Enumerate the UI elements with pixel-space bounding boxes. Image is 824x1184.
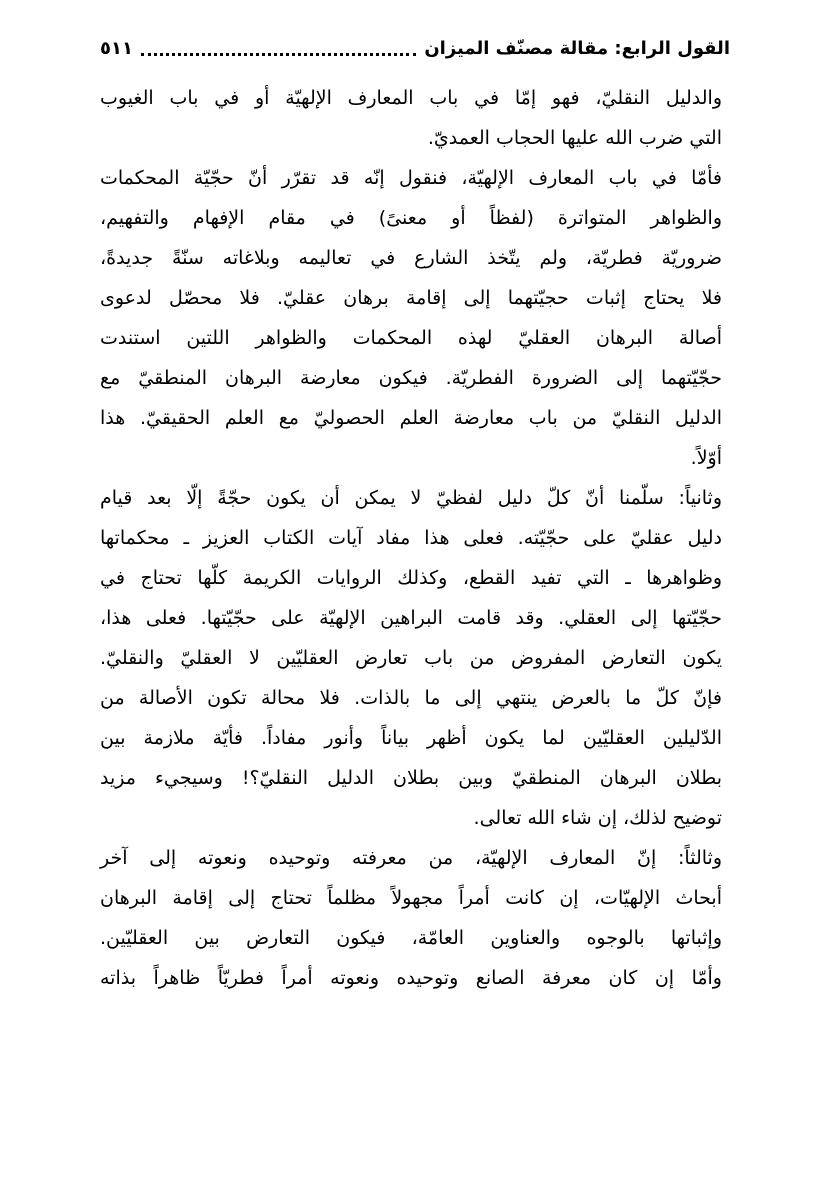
text-line: حجّيّتها إلى العقلي. وقد قامت البراهين الإلهيّة على حجّيّتها. فعلى هذا، [100, 607, 722, 629]
text-line: وأمّا إن كان معرفة الصانع وتوحيده ونعوته أمراً فطريّاً ظاهراً بذاته [100, 967, 722, 989]
chapter-title: القول الرابع: مقالة مصنّف الميزان [424, 37, 730, 59]
text-line: حجّيّتهما إلى الضرورة الفطريّة. فيكون معارضة البرهان المنطقيّ مع [100, 367, 722, 389]
leader-dots [141, 49, 416, 56]
text-line: أوّلاً. [690, 447, 722, 469]
text-line: فإنّ كلّ ما بالعرض ينتهي إلى ما بالذات. فلا محالة تكون الأصالة من [100, 687, 722, 709]
text-line: فأمّا في باب المعارف الإلهيّة، فنقول إنّه قد تقرّر أنّ حجّيّة المحكمات [100, 167, 722, 189]
text-line: التي ضرب الله عليها الحجاب العمديّ. [427, 127, 722, 149]
text-line: وظواهرها ـ التي تفيد القطع، وكذلك الروايات الكريمة كلّها تحتاج في [100, 567, 722, 589]
text-line: وإثباتها بالوجوه والعناوين العامّة، فيكون التعارض بين العقليّين. [100, 927, 722, 949]
text-line: وثانياً: سلّمنا أنّ كلّ دليل لفظيّ لا يمكن أن يكون حجّةً إلّا بعد قيام [100, 487, 722, 509]
text-line: أصالة البرهان العقليّ لهذه المحكمات والظواهر اللتين استندت [100, 327, 722, 349]
page-body [100, 78, 722, 998]
text-line: والظواهر المتواترة (لفظاً أو معنىً) في مقام الإفهام والتفهيم، [100, 207, 722, 229]
text-line: فلا يحتاج إثبات حجيّتهما إلى إقامة برهان عقليّ. فلا محصّل لدعوى [100, 287, 722, 309]
text-line: والدليل النقليّ، فهو إمّا في باب المعارف الإلهيّة أو في باب الغيوب [100, 87, 722, 109]
page-number: ٥١١ [100, 37, 133, 59]
text-line: ضروريّة فطريّة، ولم يتّخذ الشارع في تعاليمه وبلاغاته سنّةً جديدةً، [100, 247, 722, 269]
running-header [100, 34, 730, 62]
text-line: توضيح لذلك، إن شاء الله تعالى. [473, 807, 722, 829]
text-line: أبحاث الإلهيّات، إن كانت أمراً مجهولاً مظلماً تحتاج إلى إقامة البرهان [100, 887, 722, 909]
text-line: الدّليلين العقليّين لما يكون أظهر بياناً وأنور مفاداً. فأيّة ملازمة بين [100, 727, 722, 749]
text-line: الدليل النقليّ من باب معارضة العلم الحصوليّ مع العلم الحقيقيّ. هذا [100, 407, 722, 429]
text-line: دليل عقليّ على حجّيّته. فعلى هذا مفاد آيات الكتاب العزيز ـ محكماتها [100, 527, 722, 549]
text-line: وثالثاً: إنّ المعارف الإلهيّة، من معرفته وتوحيده ونعوته إلى آخر [100, 847, 722, 869]
text-line: يكون التعارض المفروض من باب تعارض العقليّين لا العقليّ والنقليّ. [100, 647, 722, 669]
text-line: بطلان البرهان المنطقيّ وبين بطلان الدليل النقليّ؟! وسيجيء مزيد [100, 767, 722, 789]
